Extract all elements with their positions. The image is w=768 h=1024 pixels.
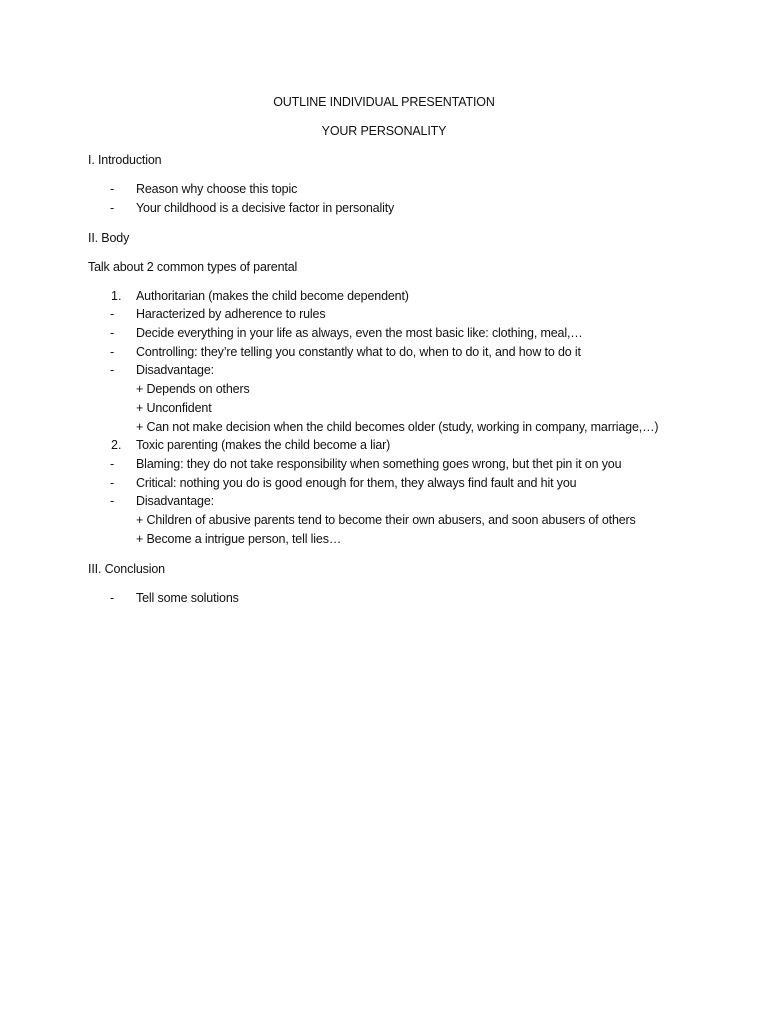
list-item-text: Your childhood is a decisive factor in personality — [136, 201, 395, 215]
list-marker: - — [110, 182, 115, 196]
list-item-text: Decide everything in your life as always, even the most basic like: clothing, meal,… — [136, 326, 583, 340]
list-item-text: Controlling: they’re telling you constantly what to do, when to do it, and how to do it — [136, 345, 581, 359]
list-marker: 2. — [111, 438, 122, 452]
document-title: OUTLINE INDIVIDUAL PRESENTATION — [273, 95, 495, 109]
list-marker: - — [110, 457, 115, 471]
list-item-text: Authoritarian (makes the child become dependent) — [136, 289, 409, 303]
list-marker: - — [110, 494, 115, 508]
list-item-text: + Unconfident — [136, 401, 212, 415]
section-heading-introduction: I. Introduction — [88, 153, 162, 167]
body-intro-text: Talk about 2 common types of parental — [88, 260, 298, 274]
list-item-text: Reason why choose this topic — [136, 182, 298, 196]
list-item-text: Critical: nothing you do is good enough for them, they always find fault and hit you — [136, 476, 577, 490]
list-item-text: + Depends on others — [136, 382, 250, 396]
list-marker: - — [110, 326, 115, 340]
list-item-text: + Become a intrigue person, tell lies… — [136, 532, 342, 546]
list-item-text: + Can not make decision when the child becomes older (study, working in company, marriage,…) — [136, 420, 659, 434]
list-marker: - — [110, 307, 115, 321]
list-marker: - — [110, 345, 115, 359]
list-item-text: + Children of abusive parents tend to become their own abusers, and soon abusers of others — [136, 513, 636, 527]
list-item-text: Blaming: they do not take responsibility when something goes wrong, but thet pin it on you — [136, 457, 622, 471]
list-marker: - — [110, 476, 115, 490]
list-marker: - — [110, 591, 115, 605]
list-item-text: Toxic parenting (makes the child become a liar) — [136, 438, 391, 452]
section-heading-conclusion: III. Conclusion — [88, 562, 165, 576]
document-subtitle: YOUR PERSONALITY — [321, 124, 447, 138]
list-item-text: Haracterized by adherence to rules — [136, 307, 326, 321]
list-item-text: Disadvantage: — [136, 363, 214, 377]
list-marker: - — [110, 201, 115, 215]
section-heading-body: II. Body — [88, 231, 130, 245]
list-item-text: Tell some solutions — [136, 591, 239, 605]
list-marker: - — [110, 363, 115, 377]
list-marker: 1. — [111, 289, 122, 303]
list-item-text: Disadvantage: — [136, 494, 214, 508]
